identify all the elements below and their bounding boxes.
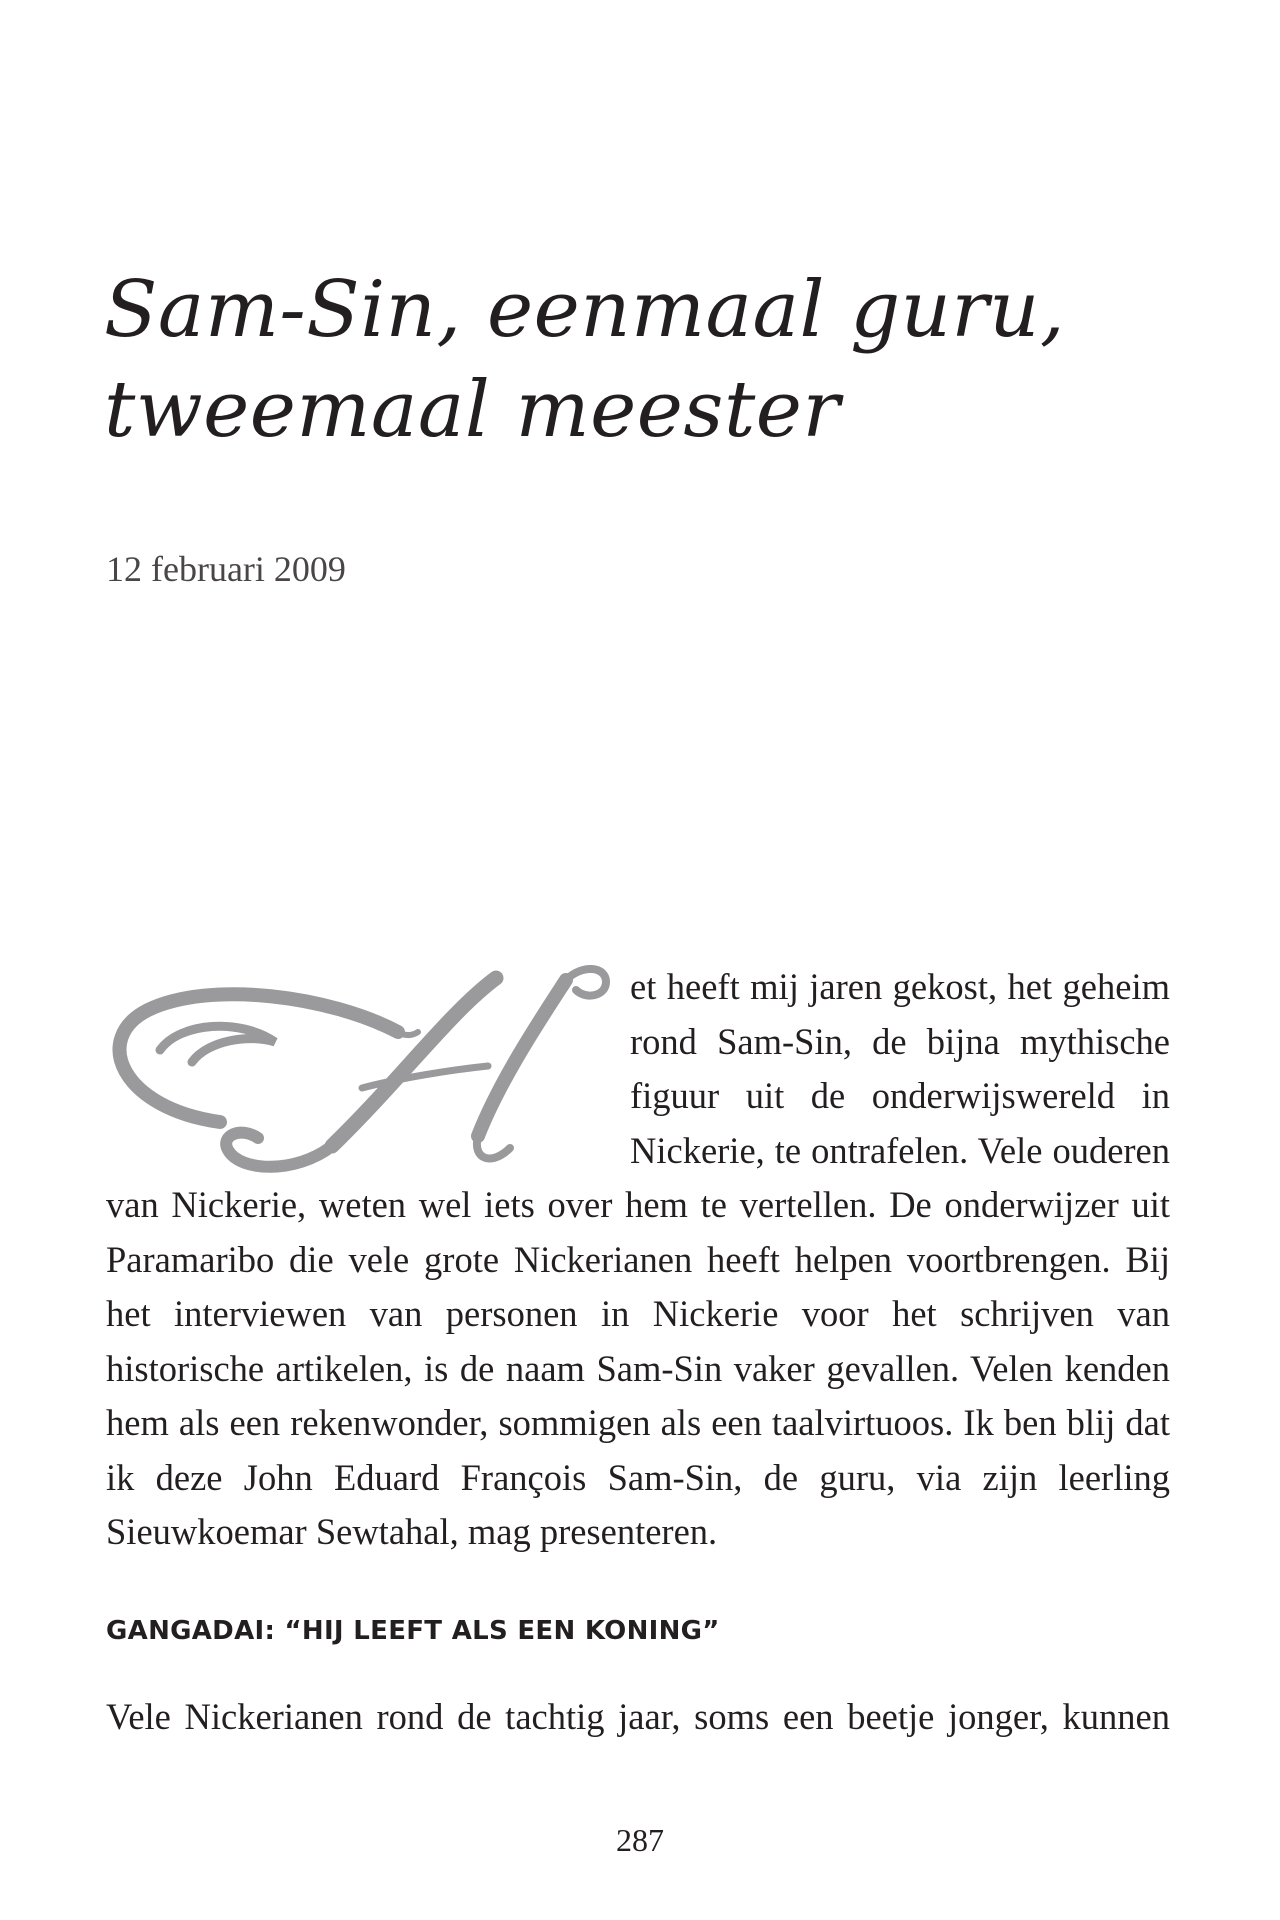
chapter-date: 12 februari 2009	[106, 549, 346, 589]
paragraph-1-text: et heeft mij jaren gekost, het geheim rond Sam-Sin, de bijna mythische figuur uit de onderwijswereld in Nickerie, te ontrafelen. Vele ouderen van Nickerie, weten wel iets over hem te vertellen. De onderwijzer uit Paramaribo die vele grote Nickerianen heeft helpen voortbrengen. Bij het interviewen van personen in Nickerie voor het schrijven van historische artikelen, is de naam Sam-Sin vaker gevallen. Velen kenden hem als een rekenwonder, sommigen als een taalvirtuoos. Ik ben blij dat ik deze John Eduard François Sam-Sin, de guru, via zijn leerling Sieuwkoemar Sewtahal, mag presenteren.	[106, 966, 1170, 1552]
page-number: 287	[616, 1822, 664, 1858]
chapter-title-line-1: Sam-Sin, eenmaal guru,	[104, 265, 1066, 355]
section-subheading: GANGADAI: “HIJ LEEFT ALS EEN KONING”	[106, 1616, 720, 1646]
body-paragraph-1	[106, 960, 1170, 1560]
drop-cap-space	[106, 960, 630, 1178]
chapter-title	[104, 260, 1164, 460]
chapter-title-line-2: tweemaal meester	[104, 365, 841, 455]
body-paragraph-2: Vele Nickerianen rond de tachtig jaar, soms een beetje jonger, kunnen	[106, 1696, 1170, 1737]
